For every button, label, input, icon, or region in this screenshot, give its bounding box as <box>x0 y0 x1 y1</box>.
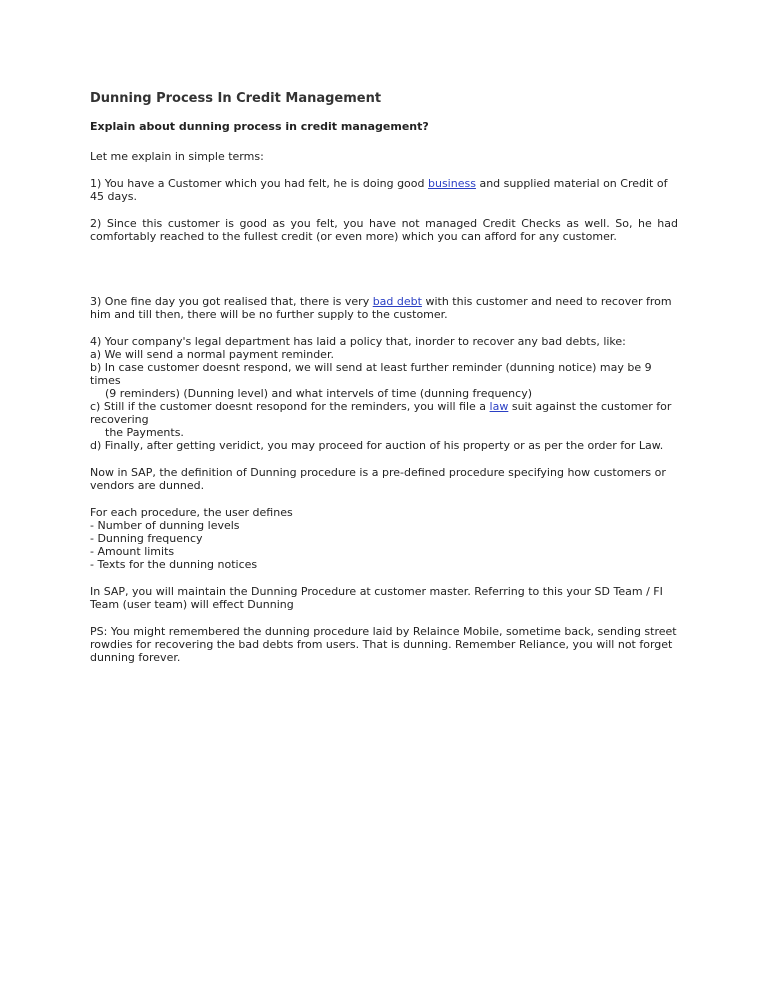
procedure-item: - Amount limits <box>90 545 175 558</box>
policy-item-c-text-after: suit against the customer for recovering <box>90 400 672 426</box>
paragraph-1-text-before: 1) You have a Customer which you had felt, he is doing good <box>90 177 428 190</box>
policy-item-c-text-before: c) Still if the customer doesnt resopond for the reminders, you will file a <box>90 400 490 413</box>
paragraph-7: In SAP, you will maintain the Dunning Procedure at customer master. Referring to this your SD Team / FI Team (user team) will effect Dunning <box>90 585 663 611</box>
bad-debt-link[interactable]: bad debt <box>372 295 422 308</box>
procedure-item: - Texts for the dunning notices <box>90 558 258 571</box>
procedure-item: - Dunning frequency <box>90 532 203 545</box>
procedure-lead: For each procedure, the user defines <box>90 506 293 519</box>
policy-lead: 4) Your company's legal department has laid a policy that, inorder to recover any bad debts, like: <box>90 335 626 348</box>
paragraph-2: 2) Since this customer is good as you felt, you have not managed Credit Checks as well. So, he had comfortably reached to the fullest credit (or even more) which you can afford for any customer. <box>90 217 678 243</box>
policy-item-d: d) Finally, after getting veridict, you may proceed for auction of his property or as per the order for Law. <box>90 439 664 452</box>
policy-item-b: b) In case customer doesnt respond, we will send at least further reminder (dunning notice) may be 9 times <box>90 361 652 387</box>
policy-item-c <box>90 400 678 426</box>
policy-item-a: a) We will send a normal payment reminder. <box>90 348 334 361</box>
paragraph-3 <box>90 295 678 321</box>
paragraph-5: Now in SAP, the definition of Dunning procedure is a pre-defined procedure specifying how customers or vendors are dunned. <box>90 466 666 492</box>
policy-item-c-continued: the Payments. <box>105 426 184 439</box>
blank-space <box>90 257 678 295</box>
document-title: Dunning Process In Credit Management <box>90 91 382 106</box>
paragraph-1 <box>90 177 678 203</box>
law-link[interactable]: law <box>489 400 509 413</box>
document-content <box>90 90 678 678</box>
intro-paragraph: Let me explain in simple terms: <box>90 150 264 163</box>
question-heading: Explain about dunning process in credit management? <box>90 120 429 133</box>
paragraph-4 <box>90 335 678 452</box>
business-link[interactable]: business <box>428 177 476 190</box>
policy-item-b-continued: (9 reminders) (Dunning level) and what intervels of time (dunning frequency) <box>105 387 533 400</box>
paragraph-3-text-before: 3) One fine day you got realised that, there is very <box>90 295 373 308</box>
paragraph-3-text-after: with this customer and need to recover from him and till then, there will be no further supply to the customer. <box>90 295 672 321</box>
paragraph-6 <box>90 506 678 571</box>
procedure-item: - Number of dunning levels <box>90 519 240 532</box>
paragraph-8-ps: PS: You might remembered the dunning procedure laid by Relaince Mobile, sometime back, sending street rowdies for recovering the bad debts from users. That is dunning. Remember Reliance, you will not forget dunning forever. <box>90 625 677 664</box>
paragraph-1-text-after: and supplied material on Credit of 45 days. <box>90 177 668 203</box>
